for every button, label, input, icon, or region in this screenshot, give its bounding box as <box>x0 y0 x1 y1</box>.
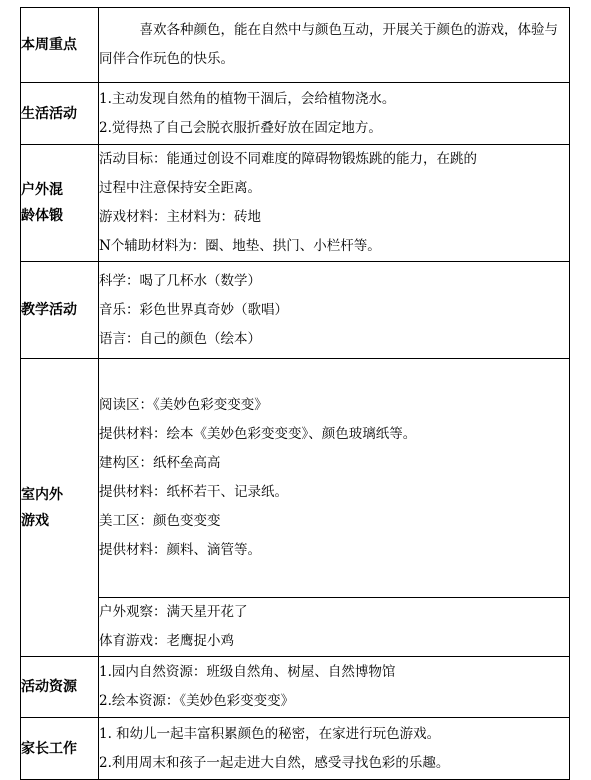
row-parent-work <box>21 718 570 780</box>
content-line: 2.觉得热了自己会脱衣服折叠好放在固定地方。 <box>99 119 382 136</box>
content-line: N个辅助材料为：圈、地垫、拱门、小栏杆等。 <box>99 238 381 254</box>
content-line: 1.园内自然资源：班级自然角、树屋、自然博物馆 <box>99 664 396 680</box>
row-content <box>99 359 570 598</box>
row-content <box>99 8 570 83</box>
row-weekly-focus <box>21 8 570 83</box>
row-content <box>99 657 570 718</box>
focus-text: 喜欢各种颜色，能在自然中与颜色互动，开展关于颜色的游戏，体验与同伴合作玩色的快乐。 <box>99 22 558 67</box>
row-label: 家长工作 <box>21 718 99 780</box>
content-line: 提供材料：纸杯若干、记录纸。 <box>99 484 288 500</box>
content-line: 提供材料：颜料、滴管等。 <box>99 542 261 558</box>
row-content <box>99 598 570 657</box>
content-line: 游戏材料：主材料为：砖地 <box>99 209 261 225</box>
row-label: 教学活动 <box>21 262 99 359</box>
content-line: 阅读区：《美妙色彩变变变》 <box>99 397 268 413</box>
row-teaching <box>21 262 570 359</box>
content-line: 2.绘本资源：《美妙色彩变变变》 <box>99 693 295 709</box>
content-line: 音乐：彩色世界真奇妙（歌唱） <box>99 301 288 318</box>
content-line: 1. 和幼儿一起丰富积累颜色的秘密，在家进行玩色游戏。 <box>99 725 441 742</box>
weekly-plan-table <box>20 7 570 780</box>
row-content <box>99 83 570 145</box>
row-content <box>99 145 570 262</box>
row-outdoor-exercise <box>21 145 570 262</box>
row-daily-life <box>21 83 570 145</box>
content-line: 体育游戏：老鹰捉小鸡 <box>99 633 234 649</box>
row-resources <box>21 657 570 718</box>
content-line: 2.利用周末和孩子一起走进大自然，感受寻找色彩的乐趣。 <box>99 754 450 771</box>
content-line: 过程中注意保持安全距离。 <box>99 180 261 196</box>
row-content <box>99 262 570 359</box>
row-content <box>99 718 570 780</box>
row-label: 本周重点 <box>21 8 99 83</box>
content-line: 提供材料：绘本《美妙色彩变变变》、颜色玻璃纸等。 <box>99 426 417 442</box>
row-games-outdoor <box>21 598 570 657</box>
row-label: 室内外 游戏 <box>21 359 99 657</box>
content-line: 语言：自己的颜色（绘本） <box>99 330 261 347</box>
content-line: 活动目标：能通过创设不同难度的障碍物锻炼跳的能力，在跳的 <box>99 151 477 167</box>
content-line: 1.主动发现自然角的植物干涸后，会给植物浇水。 <box>99 90 396 107</box>
content-line: 美工区：颜色变变变 <box>99 513 221 529</box>
row-label: 生活活动 <box>21 83 99 145</box>
content-line: 户外观察：满天星开花了 <box>99 604 248 620</box>
row-label: 户外混 龄体锻 <box>21 145 99 262</box>
row-label: 活动资源 <box>21 657 99 718</box>
row-games-indoor <box>21 359 570 598</box>
content-line: 建构区：纸杯垒高高 <box>99 455 221 471</box>
content-line: 科学：喝了几杯水（数学） <box>99 272 261 289</box>
